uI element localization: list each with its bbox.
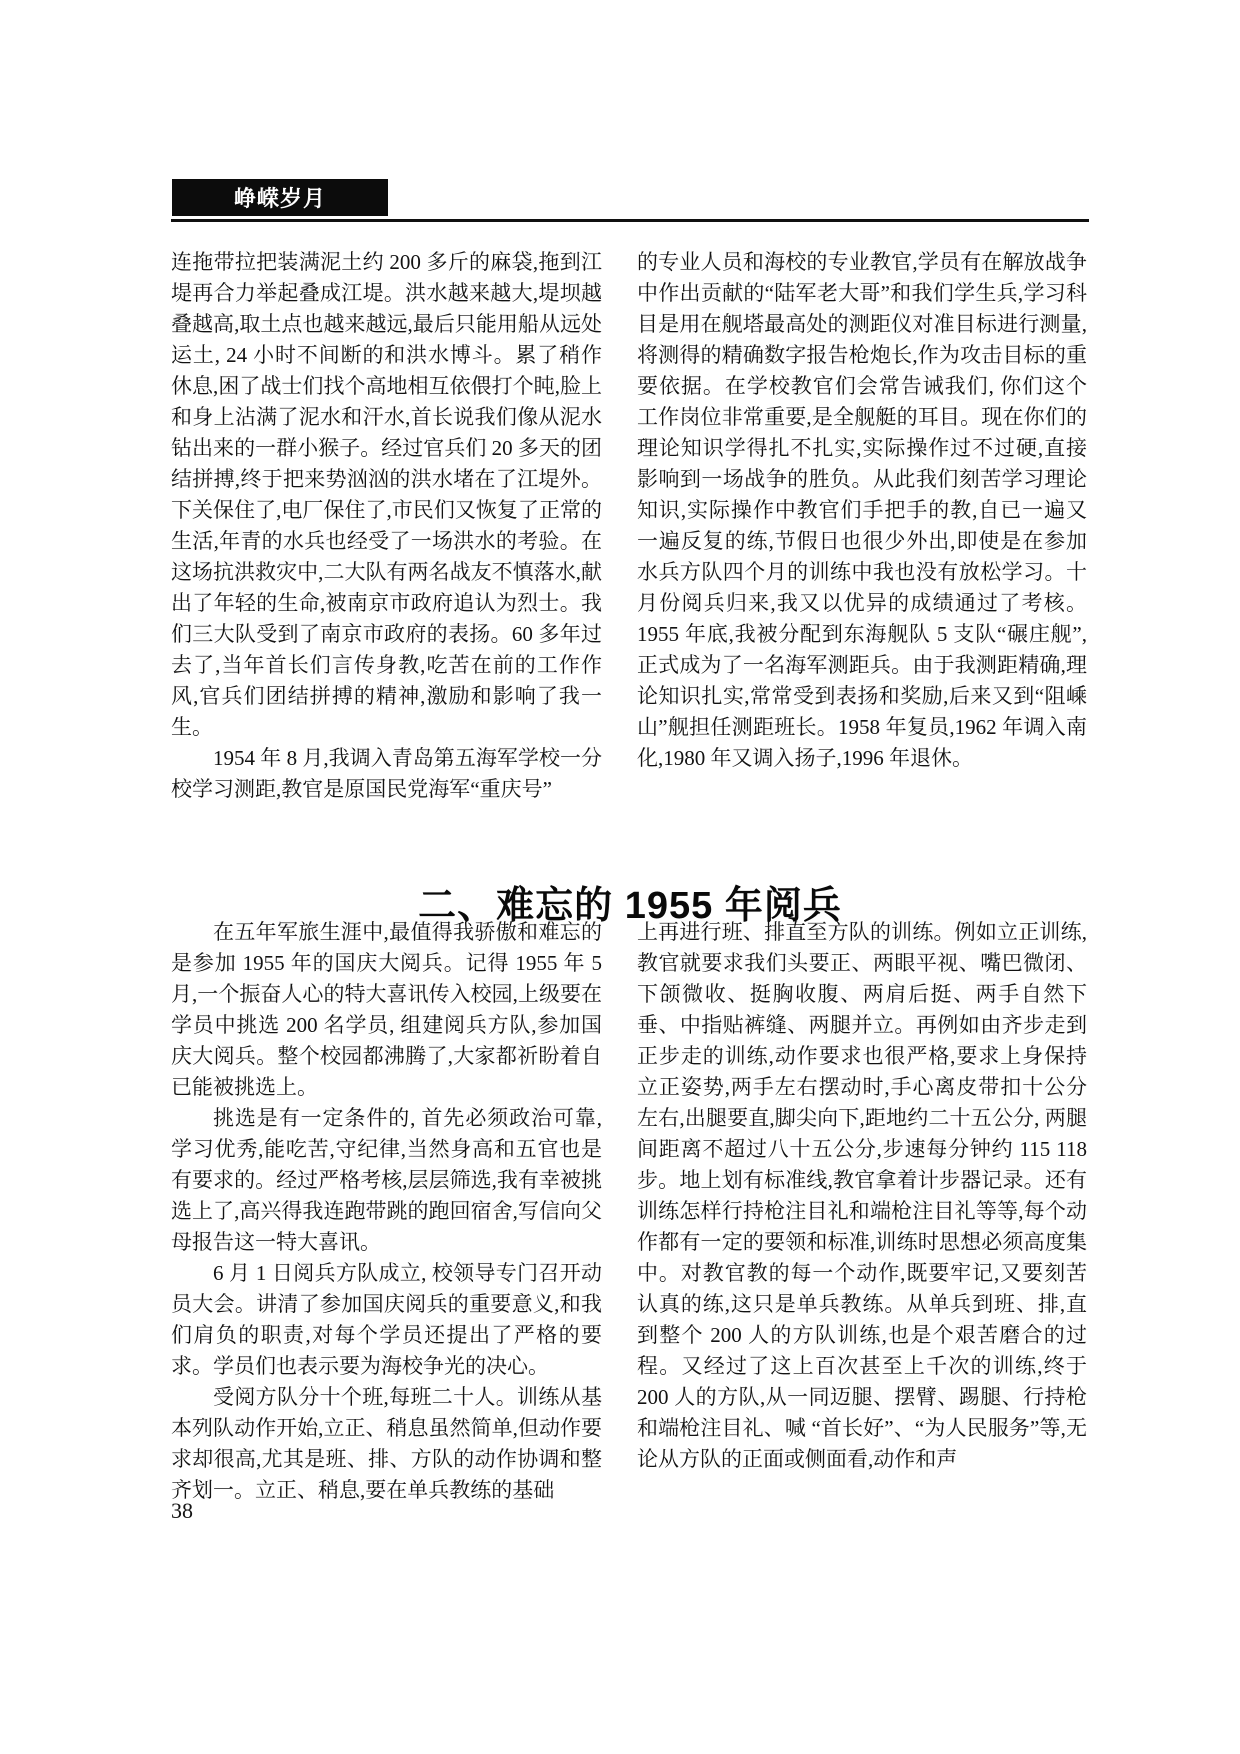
paragraph: 在五年军旅生涯中,最值得我骄傲和难忘的是参加 1955 年的国庆大阅兵。记得 1955 年 5 月,一个振奋人心的特大喜讯传入校园,上级要在学员中挑选 200 名学员, 组建阅兵方队,参加国庆大阅兵。整个校园都沸腾了,大家都祈盼着自已能被挑选上。: [171, 920, 602, 1099]
paragraph-continuation: 的专业人员和海校的专业教官,学员有在解放战争中作出贡献的“陆军老大哥”和我们学生兵,学习科目是用在舰塔最高处的测距仪对准目标进行测量, 将测得的精确数字报告枪炮长,作为攻击目标的重要依据。在学校教官们会常告诫我们, 你们这个工作岗位非常重要,是全舰艇的耳目。现在你们的理论知识学得扎不扎实,实际操作过不过硬,直接影响到一场战争的胜负。从此我们刻苦学习理论知识,实际操作中教官们手把手的教,自已一遍又一遍反复的练,节假日也很少外出,即使是在参加水兵方队四个月的训练中我也没有放松学习。十月份阅兵归来,我又以优异的成绩通过了考核。1955 年底,我被分配到东海舰队 5 支队“碾庄舰”,正式成为了一名海军测距兵。由于我测距精确,理论知识扎实,常常受到表扬和奖励,后来又到“阻嵊山”舰担任测距班长。1958 年复员,1962 年调入南化,1980 年又调入扬子,1996 年退休。: [637, 250, 1087, 770]
upper-left-column: [171, 247, 602, 805]
paragraph: 挑选是有一定条件的, 首先必须政治可靠,学习优秀,能吃苦,守纪律,当然身高和五官也是有要求的。经过严格考核,层层筛选,我有幸被挑选上了,高兴得我连跑带跳的跑回宿舍,写信向父母报告这一特大喜讯。: [171, 1106, 602, 1254]
paragraph-continuation: 上再进行班、排直至方队的训练。例如立正训练,教官就要求我们头要正、两眼平视、嘴巴微闭、下颌微收、挺胸收腹、两肩后挺、两手自然下垂、中指贴裤缝、两腿并立。再例如由齐步走到正步走的训练,动作要求也很严格,要求上身保持立正姿势,两手左右摆动时,手心离皮带扣十公分左右,出腿要直,脚尖向下,距地约二十五公分, 两腿间距离不超过八十五公分,步速每分钟约 115 118 步。地上划有标准线,教官拿着计步器记录。还有训练怎样行持枪注目礼和端枪注目礼等等,每个动作都有一定的要领和标准,训练时思想必须高度集中。对教官教的每一个动作,既要牢记,又要刻苦认真的练,这只是单兵教练。从单兵到班、排,直到整个 200 人的方队训练,也是个艰苦磨合的过程。又经过了这上百次甚至上千次的训练,终于 200 人的方队,从一同迈腿、摆臂、踢腿、行持枪和端枪注目礼、喊 “首长好”、“为人民服务”等,无论从方队的正面或侧面看,动作和声: [637, 920, 1087, 1471]
lower-right-column: [637, 917, 1087, 1475]
paragraph: 1954 年 8 月,我调入青岛第五海军学校一分校学习测距,教官是原国民党海军“重庆号”: [171, 746, 602, 801]
paragraph: 6 月 1 日阅兵方队成立, 校领导专门召开动员大会。讲清了参加国庆阅兵的重要意义,和我们肩负的职责,对每个学员还提出了严格的要求。学员们也表示要为海校争光的决心。: [171, 1261, 602, 1378]
lower-left-column: [171, 917, 602, 1506]
header-rule: [171, 219, 1089, 222]
section-heading: 二、难忘的 1955 年阅兵: [418, 884, 842, 927]
section-badge-label: 峥嵘岁月: [233, 186, 326, 211]
page-number: 38: [171, 1498, 193, 1523]
paragraph-continuation: 连拖带拉把装满泥土约 200 多斤的麻袋,拖到江堤再合力举起叠成江堤。洪水越来越大,堤坝越叠越高,取土点也越来越远,最后只能用船从远处运土, 24 小时不间断的和洪水博斗。累了稍作休息,困了战士们找个高地相互依偎打个盹,脸上和身上沾满了泥水和汗水,首长说我们像从泥水钻出来的一群小猴子。经过官兵们 20 多天的团结拼搏,终于把来势汹汹的洪水堵在了江堤外。下关保住了,电厂保住了,市民们又恢复了正常的生活,年青的水兵也经受了一场洪水的考验。在这场抗洪救灾中,二大队有两名战友不慎落水,献出了年轻的生命,被南京市政府追认为烈士。我们三大队受到了南京市政府的表扬。60 多年过去了,当年首长们言传身教,吃苦在前的工作作风,官兵们团结拼搏的精神,激励和影响了我一生。: [171, 250, 602, 739]
section-badge: [172, 179, 388, 216]
paragraph: 受阅方队分十个班,每班二十人。训练从基本列队动作开始,立正、稍息虽然简单,但动作要求却很高,尤其是班、排、方队的动作协调和整齐划一。立正、稍息,要在单兵教练的基础: [171, 1385, 602, 1502]
upper-right-column: [637, 247, 1087, 774]
